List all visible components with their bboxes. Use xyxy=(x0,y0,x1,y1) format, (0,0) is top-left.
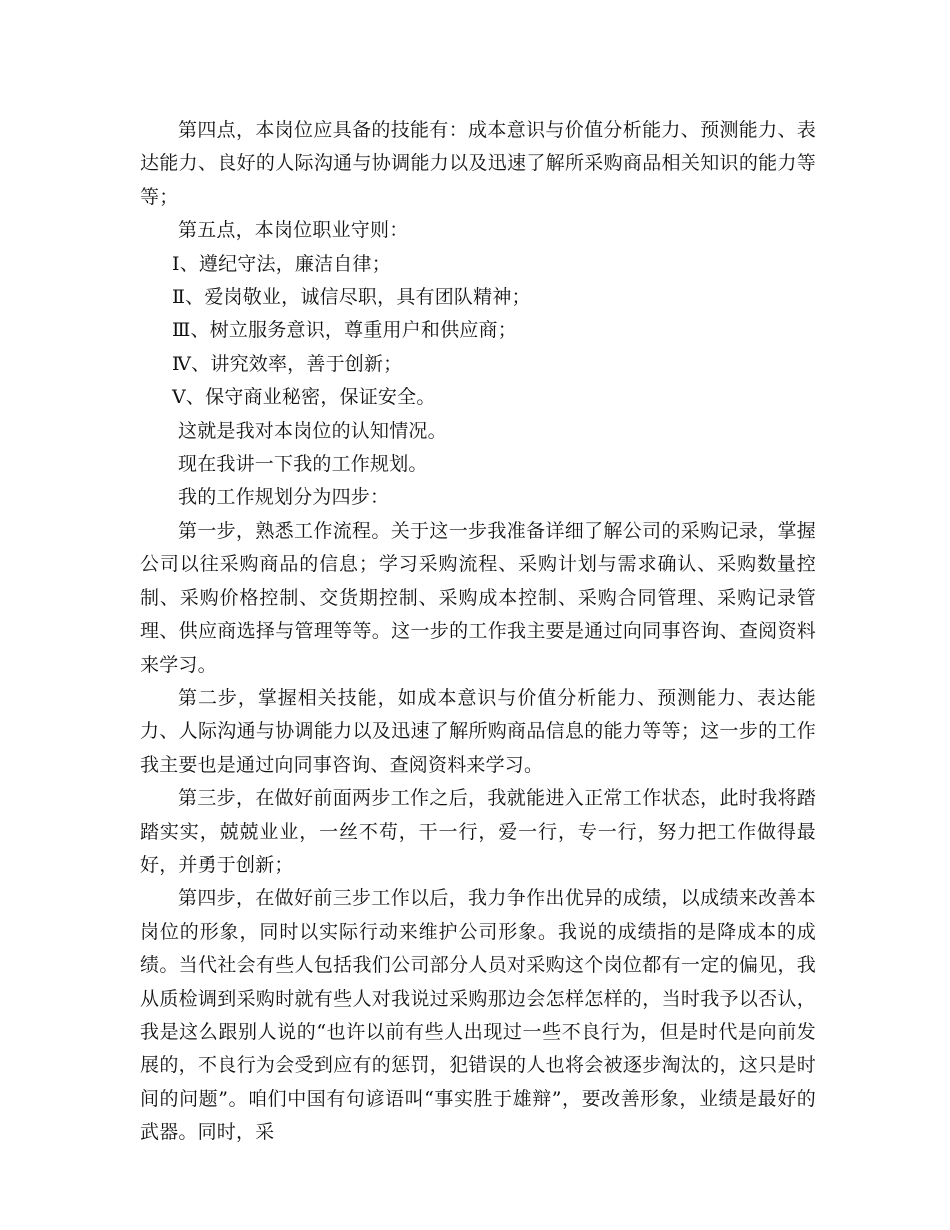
conduct-item-2: Ⅱ、爱岗敬业，诚信尽职，具有团队精神； xyxy=(172,286,531,309)
paragraph-step-3: 第三步，在做好前面两步工作之后，我就能进入正常工作状态，此时我将踏踏实实，兢兢业业，一丝不苟，干一行，爱一行，专一行，努力把工作做得最好，并勇于创新； xyxy=(140,787,816,876)
conduct-item-4: Ⅳ、讲究效率，善于创新； xyxy=(172,352,403,375)
paragraph-step-2: 第二步，掌握相关技能，如成本意识与价值分析能力、预测能力、表达能力、人际沟通与协调能力以及迅速了解所购商品信息的能力等等；这一步的工作我主要也是通过向同事咨询、查阅资料来学习。 xyxy=(140,686,816,776)
conduct-item-1: Ⅰ、遵纪守法，廉洁自律； xyxy=(172,252,391,275)
conduct-item-5: Ⅴ、保守商业秘密，保证安全。 xyxy=(172,386,436,409)
paragraph-skills: 第四点，本岗位应具备的技能有：成本意识与价值分析能力、预测能力、表达能力、良好的人际沟通与协调能力以及迅速了解所采购商品相关知识的能力等等； xyxy=(140,119,816,208)
paragraph-code-of-conduct-heading: 第五点，本岗位职业守则： xyxy=(178,219,409,242)
paragraph-plan-steps: 我的工作规划分为四步： xyxy=(178,486,390,509)
paragraph-step-1: 第一步，熟悉工作流程。关于这一步我准备详细了解公司的采购记录，掌握公司以往采购商品的信息；学习采购流程、采购计划与需求确认、采购数量控制、采购价格控制、交货期控制、采购成本控制、采购合同管理、采购记录管理、供应商选择与管理等等。这一步的工作我主要是通过向同事咨询、查阅资料来学习。 xyxy=(140,519,816,676)
conduct-item-3: Ⅲ、树立服务意识，尊重用户和供应商； xyxy=(172,319,517,342)
document-body xyxy=(140,114,816,1150)
paragraph-summary: 这就是我对本岗位的认知情况。 xyxy=(178,419,447,442)
paragraph-plan-intro: 现在我讲一下我的工作规划。 xyxy=(178,453,428,476)
paragraph-step-4: 第四步，在做好前三步工作以后，我力争作出优异的成绩，以成绩来改善本岗位的形象，同时以实际行动来维护公司形象。我说的成绩指的是降成本的成绩。当代社会有些人包括我们公司部分人员对采购这个岗位都有一定的偏见，我从质检调到采购时就有些人对我说过采购那边会怎样怎样的，当时我予以否认，我是这么跟别人说的“也许以前有些人出现过一些不良行为，但是时代是向前发展的，不良行为会受到应有的惩罚，犯错误的人也将会被逐步淘汰的，这只是时间的问题”。咱们中国有句谚语叫“事实胜于雄辩”，要改善形象，业绩是最好的武器。同时，采 xyxy=(140,887,816,1144)
